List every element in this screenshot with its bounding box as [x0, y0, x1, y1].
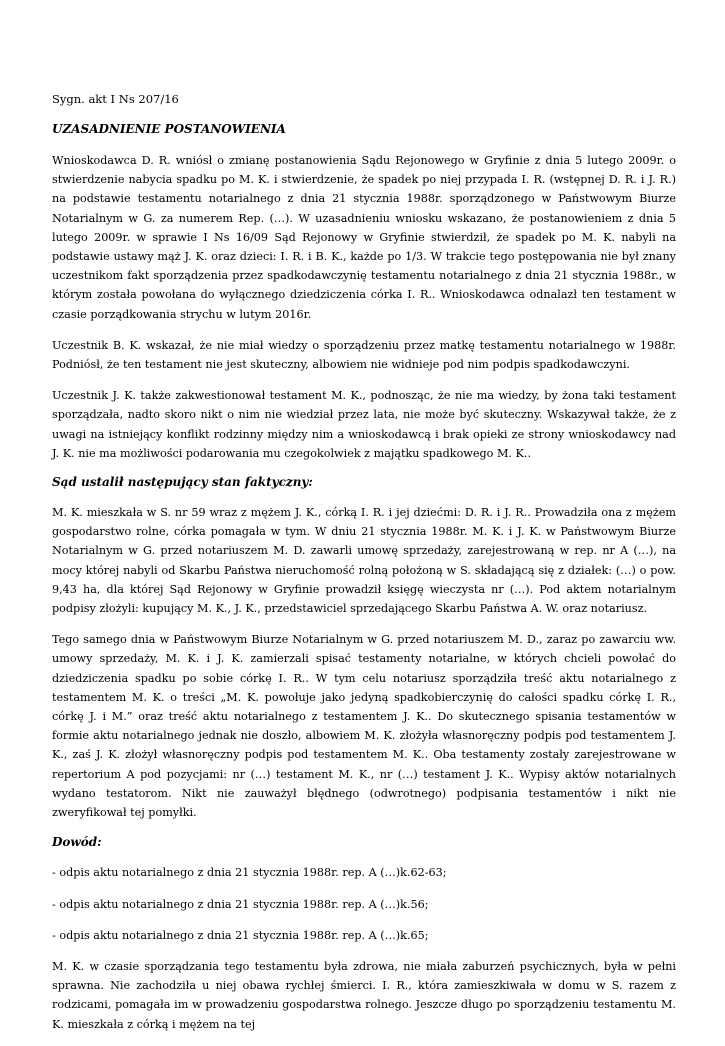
document-page [52, 92, 676, 1046]
facts-paragraph-2: Tego samego dnia w Państwowym Biurze Notarialnym w G. przed notariuszem M. D., zaraz po zawarciu ww. umowy sprzedaży, M. K. i J. K. zamierzali spisać testamenty notarialne, w których chcieli powołać do dziedziczenia spadku po sobie córkę I. R.. W tym celu notariusz sporządziła treść aktu notarialnego z testamentem M. K. o treści „M. K. powołuje jako jedyną spadkobierczynię do całości spadku córkę I. R., córkę J. i M.” oraz treść aktu notarialnego z testamentem J. K.. Do skutecznego spisania testamentów w formie aktu notarialnego jednak nie doszło, albowiem M. K. złożyła własnoręczny podpis pod testamentem J. K., zaś J. K. złożył własnoręczny podpis pod testamentem M. K.. Oba testamenty zostały zarejestrowane w repertorium A pod pozycjami: nr (…) testament M. K., nr (…) testament J. K.. Wypisy aktów notarialnych wydano testatorom. Nikt nie zauważył błędnego (odwrotnego) podpisania testamentów i nikt nie zweryfikował tej pomyłki. [52, 633, 676, 820]
evidence-item-1: - odpis aktu notarialnego z dnia 21 stycznia 1988r. rep. A (…)k.62-63; [52, 866, 447, 880]
intro-paragraph-2: Uczestnik B. K. wskazał, że nie miał wiedzy o sporządzeniu przez matkę testamentu notarialnego w 1988r. Podniósł, że ten testament nie jest skuteczny, albowiem nie widnieje pod nim podpis spadkodawczyni. [52, 338, 676, 372]
intro-paragraph-1: Wnioskodawca D. R. wniósł o zmianę postanowienia Sądu Rejonowego w Gryfinie z dnia 5 lutego 2009r. o stwierdzenie nabycia spadku po M. K. i stwierdzenie, że spadek po niej przypada I. R. (wstępnej D. R. i J. R.) na podstawie testamentu notarialnego z dnia 21 stycznia 1988r. sporządzonego w Państwowym Biurze Notarialnym w G. za numerem Rep. (…). W uzasadnieniu wniosku wskazano, że postanowieniem z dnia 5 lutego 2009r. w sprawie I Ns 16/09 Sąd Rejonowy w Gryfinie stwierdził, że spadek po M. K. nabyli na podstawie ustawy mąż J. K. oraz dzieci: I. R. i B. K., każde po 1/3. W trakcie tego postępowania nie był znany uczestnikom fakt sporządzenia przez spadkodawczynię testamentu notarialnego z dnia 21 stycznia 1988r., w którym została powołana do wyłącznego dziedziczenia córka I. R.. Wnioskodawca odnalazł ten testament w czasie porządkowania strychu w lutym 2016r. [52, 154, 676, 321]
closing-paragraph: M. K. w czasie sporządzania tego testamentu była zdrowa, nie miała zaburzeń psychicznych, była w pełni sprawna. Nie zachodziła u niej obawa rychłej śmierci. I. R., która zamieszkiwała w domu w S. razem z rodzicami, pomagała im w prowadzeniu gospodarstwa rolnego. Jeszcze długo po sporządzeniu testamentu M. K. mieszkała z córką i mężem na tej [52, 959, 676, 1031]
facts-paragraph-1: M. K. mieszkała w S. nr 59 wraz z mężem J. K., córką I. R. i jej dziećmi: D. R. i J. R.. Prowadziła ona z mężem gospodarstwo rolne, córka pomagała w tym. W dniu 21 stycznia 1988r. M. K. i J. K. w Państwowym Biurze Notarialnym w G. przed notariuszem M. D. zawarli umowę sprzedaży, zarejestrowaną w rep. nr A (…), na mocy której nabyli od Skarbu Państwa nieruchomość rolną położoną w S. składającą się z działek: (…) o pow. 9,43 ha, dla której Sąd Rejonowy w Gryfinie prowadził księgę wieczysta nr (…). Pod aktem notarialnym podpisy złożyli: kupujący M. K., J. K., przedstawiciel sprzedającego Skarbu Państwa A. W. oraz notariusz. [52, 506, 676, 616]
evidence-item-2: - odpis aktu notarialnego z dnia 21 stycznia 1988r. rep. A (…)k.56; [52, 897, 429, 911]
intro-paragraph-3: Uczestnik J. K. także zakwestionował testament M. K., podnosząc, że nie ma wiedzy, by żona taki testament sporządzała, nadto skoro nikt o nim nie wiedział przez lata, nie może być skuteczny. Wskazywał także, że z uwagi na istniejący konflikt rodzinny między nim a wnioskodawcą i brak opieki ze strony wnioskodawcy nad J. K. nie ma możliwości podarowania mu czegokolwiek z majątku spadkowego M. K.. [52, 389, 676, 460]
facts-heading: Sąd ustalił następujący stan faktyczny: [52, 475, 313, 490]
evidence-heading: Dowód: [52, 835, 102, 850]
document-title: UZASADNIENIE POSTANOWIENIA [52, 122, 286, 136]
case-signature: Sygn. akt I Ns 207/16 [52, 92, 179, 106]
evidence-item-3: - odpis aktu notarialnego z dnia 21 stycznia 1988r. rep. A (…)k.65; [52, 928, 429, 942]
